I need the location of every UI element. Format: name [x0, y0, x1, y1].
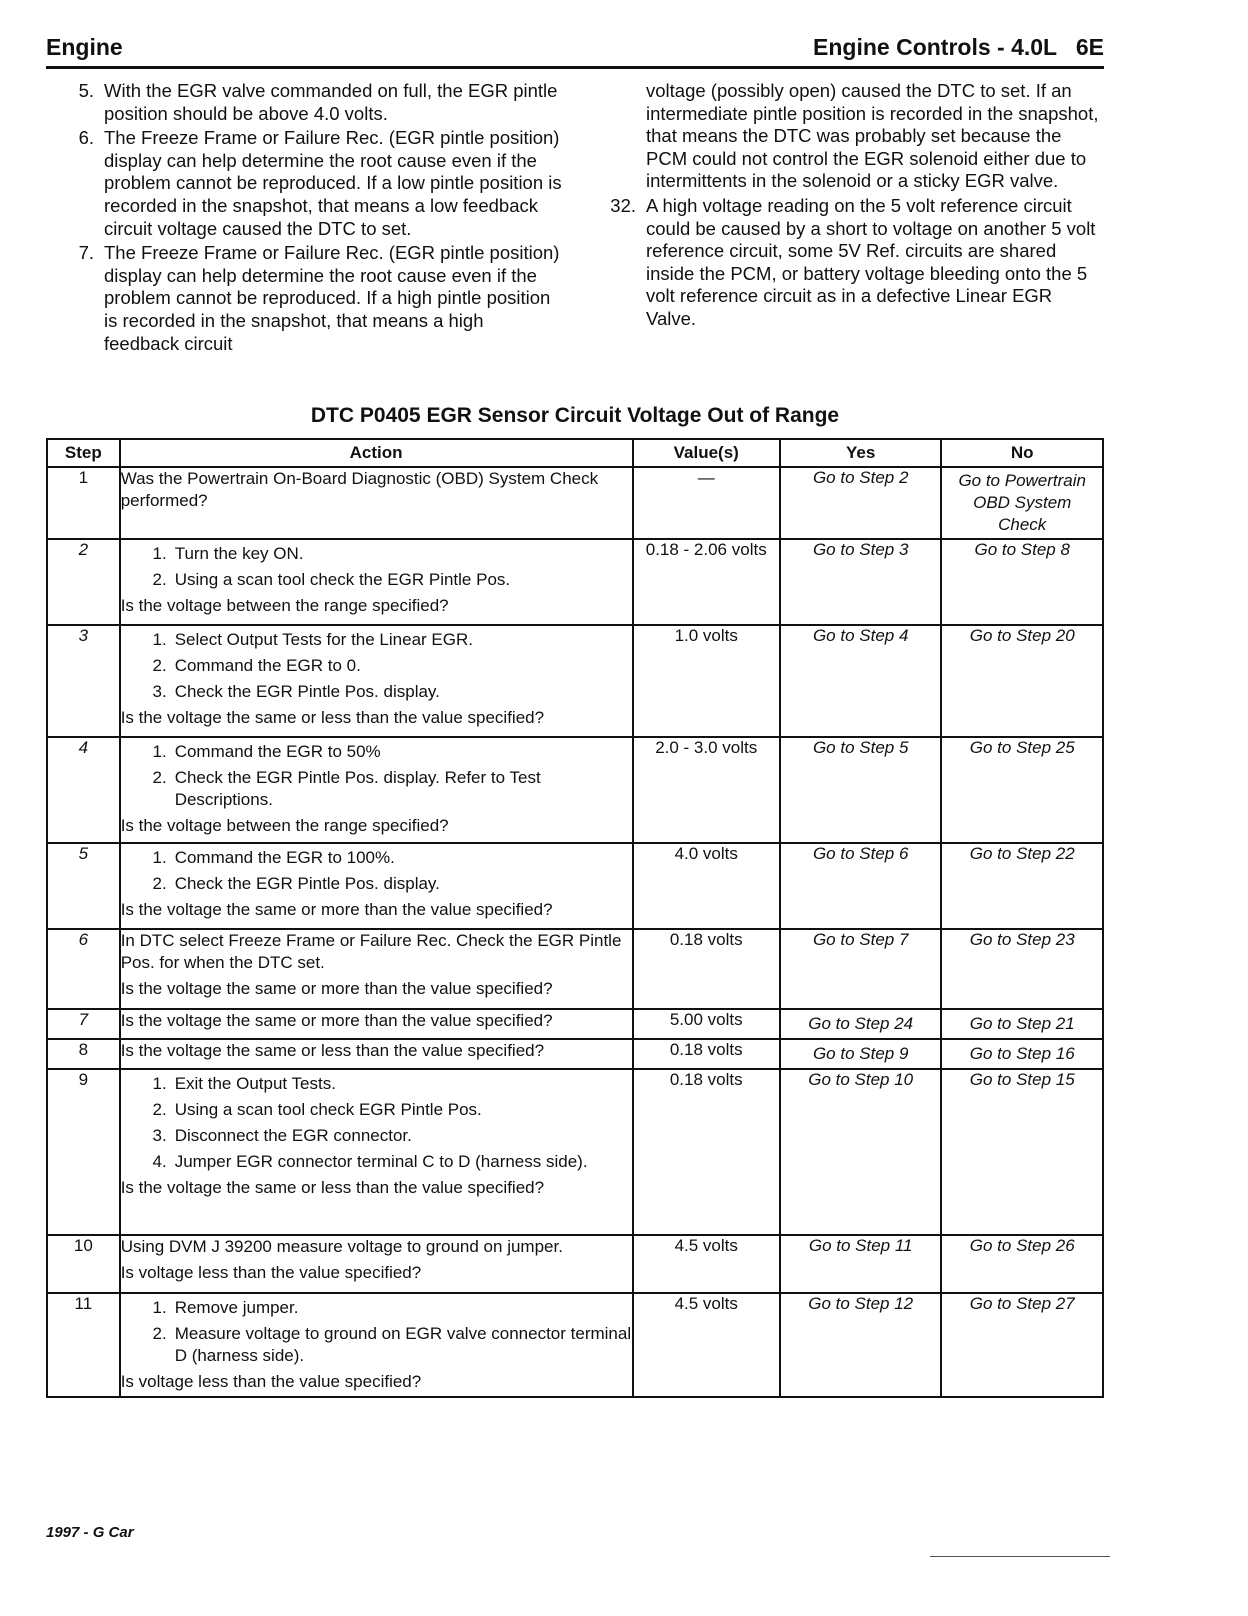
- action-cell: [120, 1039, 633, 1069]
- action-substep: [121, 681, 632, 703]
- substep-number: 1.: [152, 742, 167, 761]
- action-text: Using DVM J 39200 measure voltage to ground on jumper.: [120, 1237, 563, 1256]
- note-text: A high voltage reading on the 5 volt reference circuit could be caused by a short to voltage on another 5 volt reference circuit, some 5V Ref. circuits are shared inside the PCM, or battery voltage bleeding onto the 5 volt reference circuit as in a defective Linear EGR Valve.: [646, 194, 1096, 329]
- yes-cell: Go to Step 7: [780, 929, 942, 1009]
- step-number: 1: [47, 467, 120, 539]
- step-number: 11: [47, 1293, 120, 1397]
- no-cell: Go to Step 21: [941, 1009, 1103, 1039]
- step-number: 3: [47, 625, 120, 737]
- substep-text: Using a scan tool check EGR Pintle Pos.: [174, 1100, 482, 1119]
- note-item: [62, 127, 562, 240]
- yes-cell: Go to Step 11: [780, 1235, 942, 1293]
- step-number: 2: [47, 539, 120, 625]
- yes-cell: Go to Step 10: [780, 1069, 942, 1235]
- action-cell: [120, 929, 633, 1009]
- substep-text: Select Output Tests for the Linear EGR.: [174, 630, 473, 649]
- table-header-row: [47, 439, 1103, 467]
- action-question: Is the voltage the same or more than the value specified?: [120, 979, 553, 998]
- substep-number: 1.: [152, 848, 167, 867]
- substep-number: 4.: [152, 1152, 167, 1171]
- substep-number: 1.: [152, 544, 167, 563]
- table-row: [47, 1069, 1103, 1235]
- step-number: 7: [47, 1009, 120, 1039]
- action-question: Is the voltage between the range specified?: [120, 816, 449, 835]
- page-header: [46, 34, 1104, 68]
- no-cell: Go to Step 27: [941, 1293, 1103, 1397]
- table-row: [47, 843, 1103, 929]
- substep-text: Command the EGR to 100%.: [174, 848, 395, 867]
- substep-text: Measure voltage to ground on EGR valve connector terminal D (harness side).: [174, 1324, 632, 1365]
- note-continuation: voltage (possibly open) caused the DTC to set. If an intermediate pintle position is recorded in the snapshot, that means the DTC was probably set because the PCM could not control the EGR solenoid either due to intermittents in the solenoid or a sticky EGR valve.: [646, 80, 1099, 192]
- action-substep: [121, 569, 632, 591]
- action-substep: [121, 741, 632, 763]
- value-cell: —: [633, 467, 780, 539]
- header-values: Value(s): [633, 439, 780, 467]
- substep-number: 1.: [152, 630, 167, 649]
- substep-number: 3.: [152, 1126, 167, 1145]
- substep-number: 2.: [152, 768, 167, 787]
- step-number: 10: [47, 1235, 120, 1293]
- note-number: 7.: [78, 242, 94, 264]
- yes-cell: Go to Step 2: [780, 467, 942, 539]
- step-number: 9: [47, 1069, 120, 1235]
- header-no: No: [941, 439, 1103, 467]
- note-item: [62, 242, 562, 355]
- no-cell: Go to Step 8: [941, 539, 1103, 625]
- action-substep: [121, 1151, 632, 1173]
- step-number: 6: [47, 929, 120, 1009]
- note-number: 6.: [78, 127, 94, 149]
- action-substep: [121, 873, 632, 895]
- substep-text: Command the EGR to 0.: [174, 656, 361, 675]
- action-cell: [120, 539, 633, 625]
- action-text: In DTC select Freeze Frame or Failure Rec. Check the EGR Pintle Pos. for when the DTC set.: [120, 931, 622, 972]
- table-row: [47, 1293, 1103, 1397]
- substep-text: Jumper EGR connector terminal C to D (harness side).: [174, 1152, 588, 1171]
- no-cell: Go to Step 16: [941, 1039, 1103, 1069]
- action-substep: [121, 655, 632, 677]
- substep-text: Using a scan tool check the EGR Pintle Pos.: [174, 570, 511, 589]
- substep-number: 2.: [152, 1100, 167, 1119]
- substep-number: 1.: [152, 1298, 167, 1317]
- action-question: Is the voltage the same or less than the value specified?: [120, 1178, 545, 1197]
- action-cell: [120, 467, 633, 539]
- no-cell: Go to Step 23: [941, 929, 1103, 1009]
- footer-rule: [930, 1556, 1110, 1557]
- no-cell: Go to Step 15: [941, 1069, 1103, 1235]
- substep-text: Remove jumper.: [174, 1298, 299, 1317]
- no-text: Go to Powertrain: [958, 471, 1086, 490]
- action-cell: [120, 625, 633, 737]
- yes-cell: Go to Step 12: [780, 1293, 942, 1397]
- action-question: Is the voltage between the range specified?: [120, 596, 449, 615]
- table-row: [47, 737, 1103, 843]
- value-cell: 4.0 volts: [633, 843, 780, 929]
- action-question: Is the voltage the same or more than the value specified?: [120, 900, 553, 919]
- note-number: 5.: [78, 80, 94, 101]
- substep-text: Turn the key ON.: [174, 544, 304, 563]
- header-rule: [46, 66, 1104, 69]
- value-cell: 1.0 volts: [633, 625, 780, 737]
- no-cell: Go to Step 25: [941, 737, 1103, 843]
- table-body: [47, 467, 1103, 1397]
- header-step: Step: [47, 439, 120, 467]
- substep-text: Exit the Output Tests.: [174, 1074, 336, 1093]
- action-substep: [121, 1125, 632, 1147]
- note-number: 32.: [610, 194, 636, 216]
- header-section-title: Engine: [46, 34, 123, 60]
- action-cell: [120, 1293, 633, 1397]
- action-substep: [121, 767, 632, 811]
- action-question: Is voltage less than the value specified?: [120, 1263, 422, 1282]
- action-substep: [121, 1323, 632, 1367]
- yes-cell: Go to Step 4: [780, 625, 942, 737]
- substep-number: 2.: [152, 1324, 167, 1343]
- notes-column-right: [604, 80, 1104, 331]
- header-chapter-title: Engine Controls - 4.0L 6E: [813, 34, 1104, 60]
- value-cell: 0.18 volts: [633, 1039, 780, 1069]
- note-item: [604, 195, 1104, 331]
- diagnostic-table: [46, 438, 1104, 1398]
- substep-number: 2.: [152, 656, 167, 675]
- page-footer: 1997 - G Car: [46, 1524, 134, 1541]
- step-number: 5: [47, 843, 120, 929]
- action-substep: [121, 1297, 632, 1319]
- action-question: Is the voltage the same or less than the value specified?: [120, 708, 545, 727]
- substep-number: 2.: [152, 570, 167, 589]
- value-cell: 5.00 volts: [633, 1009, 780, 1039]
- table-row: [47, 929, 1103, 1009]
- notes-column-left: [62, 80, 562, 355]
- table-row: [47, 625, 1103, 737]
- action-substep: [121, 847, 632, 869]
- substep-text: Disconnect the EGR connector.: [174, 1126, 412, 1145]
- substep-text: Command the EGR to 50%: [174, 742, 381, 761]
- no-cell: Go to Step 22: [941, 843, 1103, 929]
- action-cell: [120, 737, 633, 843]
- table-row: [47, 1039, 1103, 1069]
- header-yes: Yes: [780, 439, 942, 467]
- yes-cell: Go to Step 3: [780, 539, 942, 625]
- substep-text: Check the EGR Pintle Pos. display.: [174, 874, 440, 893]
- yes-cell: Go to Step 9: [780, 1039, 942, 1069]
- table-row: [47, 467, 1103, 539]
- header-action: Action: [120, 439, 633, 467]
- substep-number: 1.: [152, 1074, 167, 1093]
- note-text: With the EGR valve commanded on full, the EGR pintle position should be above 4.0 volts.: [104, 80, 558, 124]
- no-cell: Go to Step 26: [941, 1235, 1103, 1293]
- no-text: Check: [998, 515, 1047, 534]
- no-cell: Go to Step 20: [941, 625, 1103, 737]
- action-substep: [121, 1099, 632, 1121]
- substep-text: Check the EGR Pintle Pos. display.: [174, 682, 440, 701]
- table-row: [47, 1235, 1103, 1293]
- table-title: DTC P0405 EGR Sensor Circuit Voltage Out of Range: [310, 404, 840, 427]
- action-cell: [120, 1009, 633, 1039]
- action-substep: [121, 1073, 632, 1095]
- no-cell: [941, 467, 1103, 539]
- value-cell: 0.18 volts: [633, 1069, 780, 1235]
- substep-number: 2.: [152, 874, 167, 893]
- action-text: Is the voltage the same or more than the value specified?: [120, 1011, 553, 1030]
- yes-cell: Go to Step 5: [780, 737, 942, 843]
- table-row: [47, 539, 1103, 625]
- note-item: [62, 80, 562, 125]
- action-cell: [120, 1069, 633, 1235]
- no-text: OBD System: [973, 493, 1072, 512]
- table-row: [47, 1009, 1103, 1039]
- value-cell: 4.5 volts: [633, 1235, 780, 1293]
- substep-number: 3.: [152, 682, 167, 701]
- action-text: Is the voltage the same or less than the value specified?: [120, 1041, 545, 1060]
- substep-text: Check the EGR Pintle Pos. display. Refer to Test Descriptions.: [174, 768, 541, 809]
- value-cell: 0.18 - 2.06 volts: [633, 539, 780, 625]
- action-cell: [120, 843, 633, 929]
- yes-cell: Go to Step 24: [780, 1009, 942, 1039]
- action-question: Is voltage less than the value specified?: [120, 1372, 422, 1391]
- value-cell: 4.5 volts: [633, 1293, 780, 1397]
- value-cell: 2.0 - 3.0 volts: [633, 737, 780, 843]
- action-substep: [121, 543, 632, 565]
- step-number: 4: [47, 737, 120, 843]
- action-substep: [121, 629, 632, 651]
- value-cell: 0.18 volts: [633, 929, 780, 1009]
- action-cell: [120, 1235, 633, 1293]
- note-text: The Freeze Frame or Failure Rec. (EGR pintle position) display can help determine the root cause even if the problem cannot be reproduced. If a low pintle position is recorded in the snapshot, that means a low feedback circuit voltage caused the DTC to set.: [104, 127, 562, 239]
- note-text: The Freeze Frame or Failure Rec. (EGR pintle position) display can help determine the root cause even if the problem cannot be reproduced. If a high pintle position is recorded in the snapshot, that means a high feedback circuit: [104, 242, 560, 354]
- yes-cell: Go to Step 6: [780, 843, 942, 929]
- action-text: Was the Powertrain On-Board Diagnostic (OBD) System Check performed?: [120, 469, 599, 510]
- step-number: 8: [47, 1039, 120, 1069]
